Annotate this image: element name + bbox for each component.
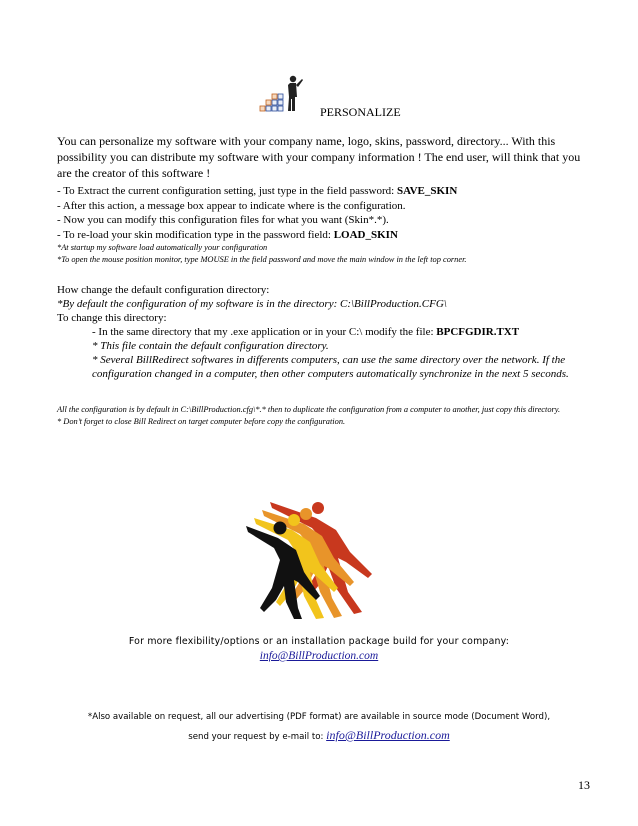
directory-heading: How change the default configuration directory: [57,284,270,296]
step-extract [57,184,592,199]
step-modify: - Now you can modify this configuration files for what you want (Skin*.*). [57,214,389,226]
modify-file-text: - In the same directory that my .exe application or in your C:\ modify the file: [92,326,437,338]
default-directory-note: *By default the configuration of my software is in the directory: C:\BillProduction.CFG\ [57,298,447,310]
config-file-name: BPCFGDIR.TXT [436,326,520,338]
email-link-secondary[interactable]: info@BillProduction.com [326,728,450,742]
save-skin-keyword: SAVE_SKIN [396,185,458,197]
instruction-steps [57,184,592,266]
also-available-text: *Also available on request, all our advertising (PDF format) are available in source mode (Document Word), [87,712,551,722]
duplicate-config-note: All the configuration is by default in C:\BillProduction.cfg\*.* then to duplicate the configuration from a computer to another, just copy this directory. [57,405,561,414]
page-title: PERSONALIZE [320,105,401,119]
flexibility-text: For more flexibility/options or an installation package build for your company: [128,636,510,647]
modify-file-step [57,325,597,339]
step-after: - After this action, a message box appear to indicate where is the configuration. [57,199,406,212]
stretching-figures-logo [240,488,390,620]
load-skin-keyword: LOAD_SKIN [333,228,398,241]
page-number: 13 [578,778,590,792]
intro-paragraph: You can personalize my software with your company name, logo, skins, password, directory... With this possibility you can distribute my software with your company information ! The end user, will think that you are the creator of this software ! [57,134,581,180]
send-request-text: send your request by e-mail to: [188,732,327,742]
close-before-copy-note: * Don’t forget to close Bill Redirect on target computer before copy the configuration. [57,416,346,426]
note-startup: *At startup my software load automatically your configuration [57,243,268,252]
step-reload [57,228,592,243]
person-with-blocks-icon [252,73,312,117]
note-mouse: *To open the mouse position monitor, type MOUSE in the field password and move the main window in the left top corner. [57,255,467,264]
source-mode-note [0,708,638,746]
configuration-notes [57,404,602,427]
send-request-line [0,726,638,746]
change-directory-heading: To change this directory: [57,312,167,324]
network-note: * Several BillRedirect softwares in differents computers, can use the same directory over the network. If the configuration changed in a computer, then other computers automatically synchronize in the next 5 seconds. [92,354,569,380]
step-reload-text: - To re-load your skin modification type in the password field: [57,228,334,241]
email-link-primary[interactable]: info@BillProduction.com [259,650,379,662]
directory-section [57,283,597,381]
file-contains-note: * This file contain the default configuration directory. [92,340,329,352]
step-extract-text: - To Extract the current configuration setting, just type in the field password: [57,185,397,197]
